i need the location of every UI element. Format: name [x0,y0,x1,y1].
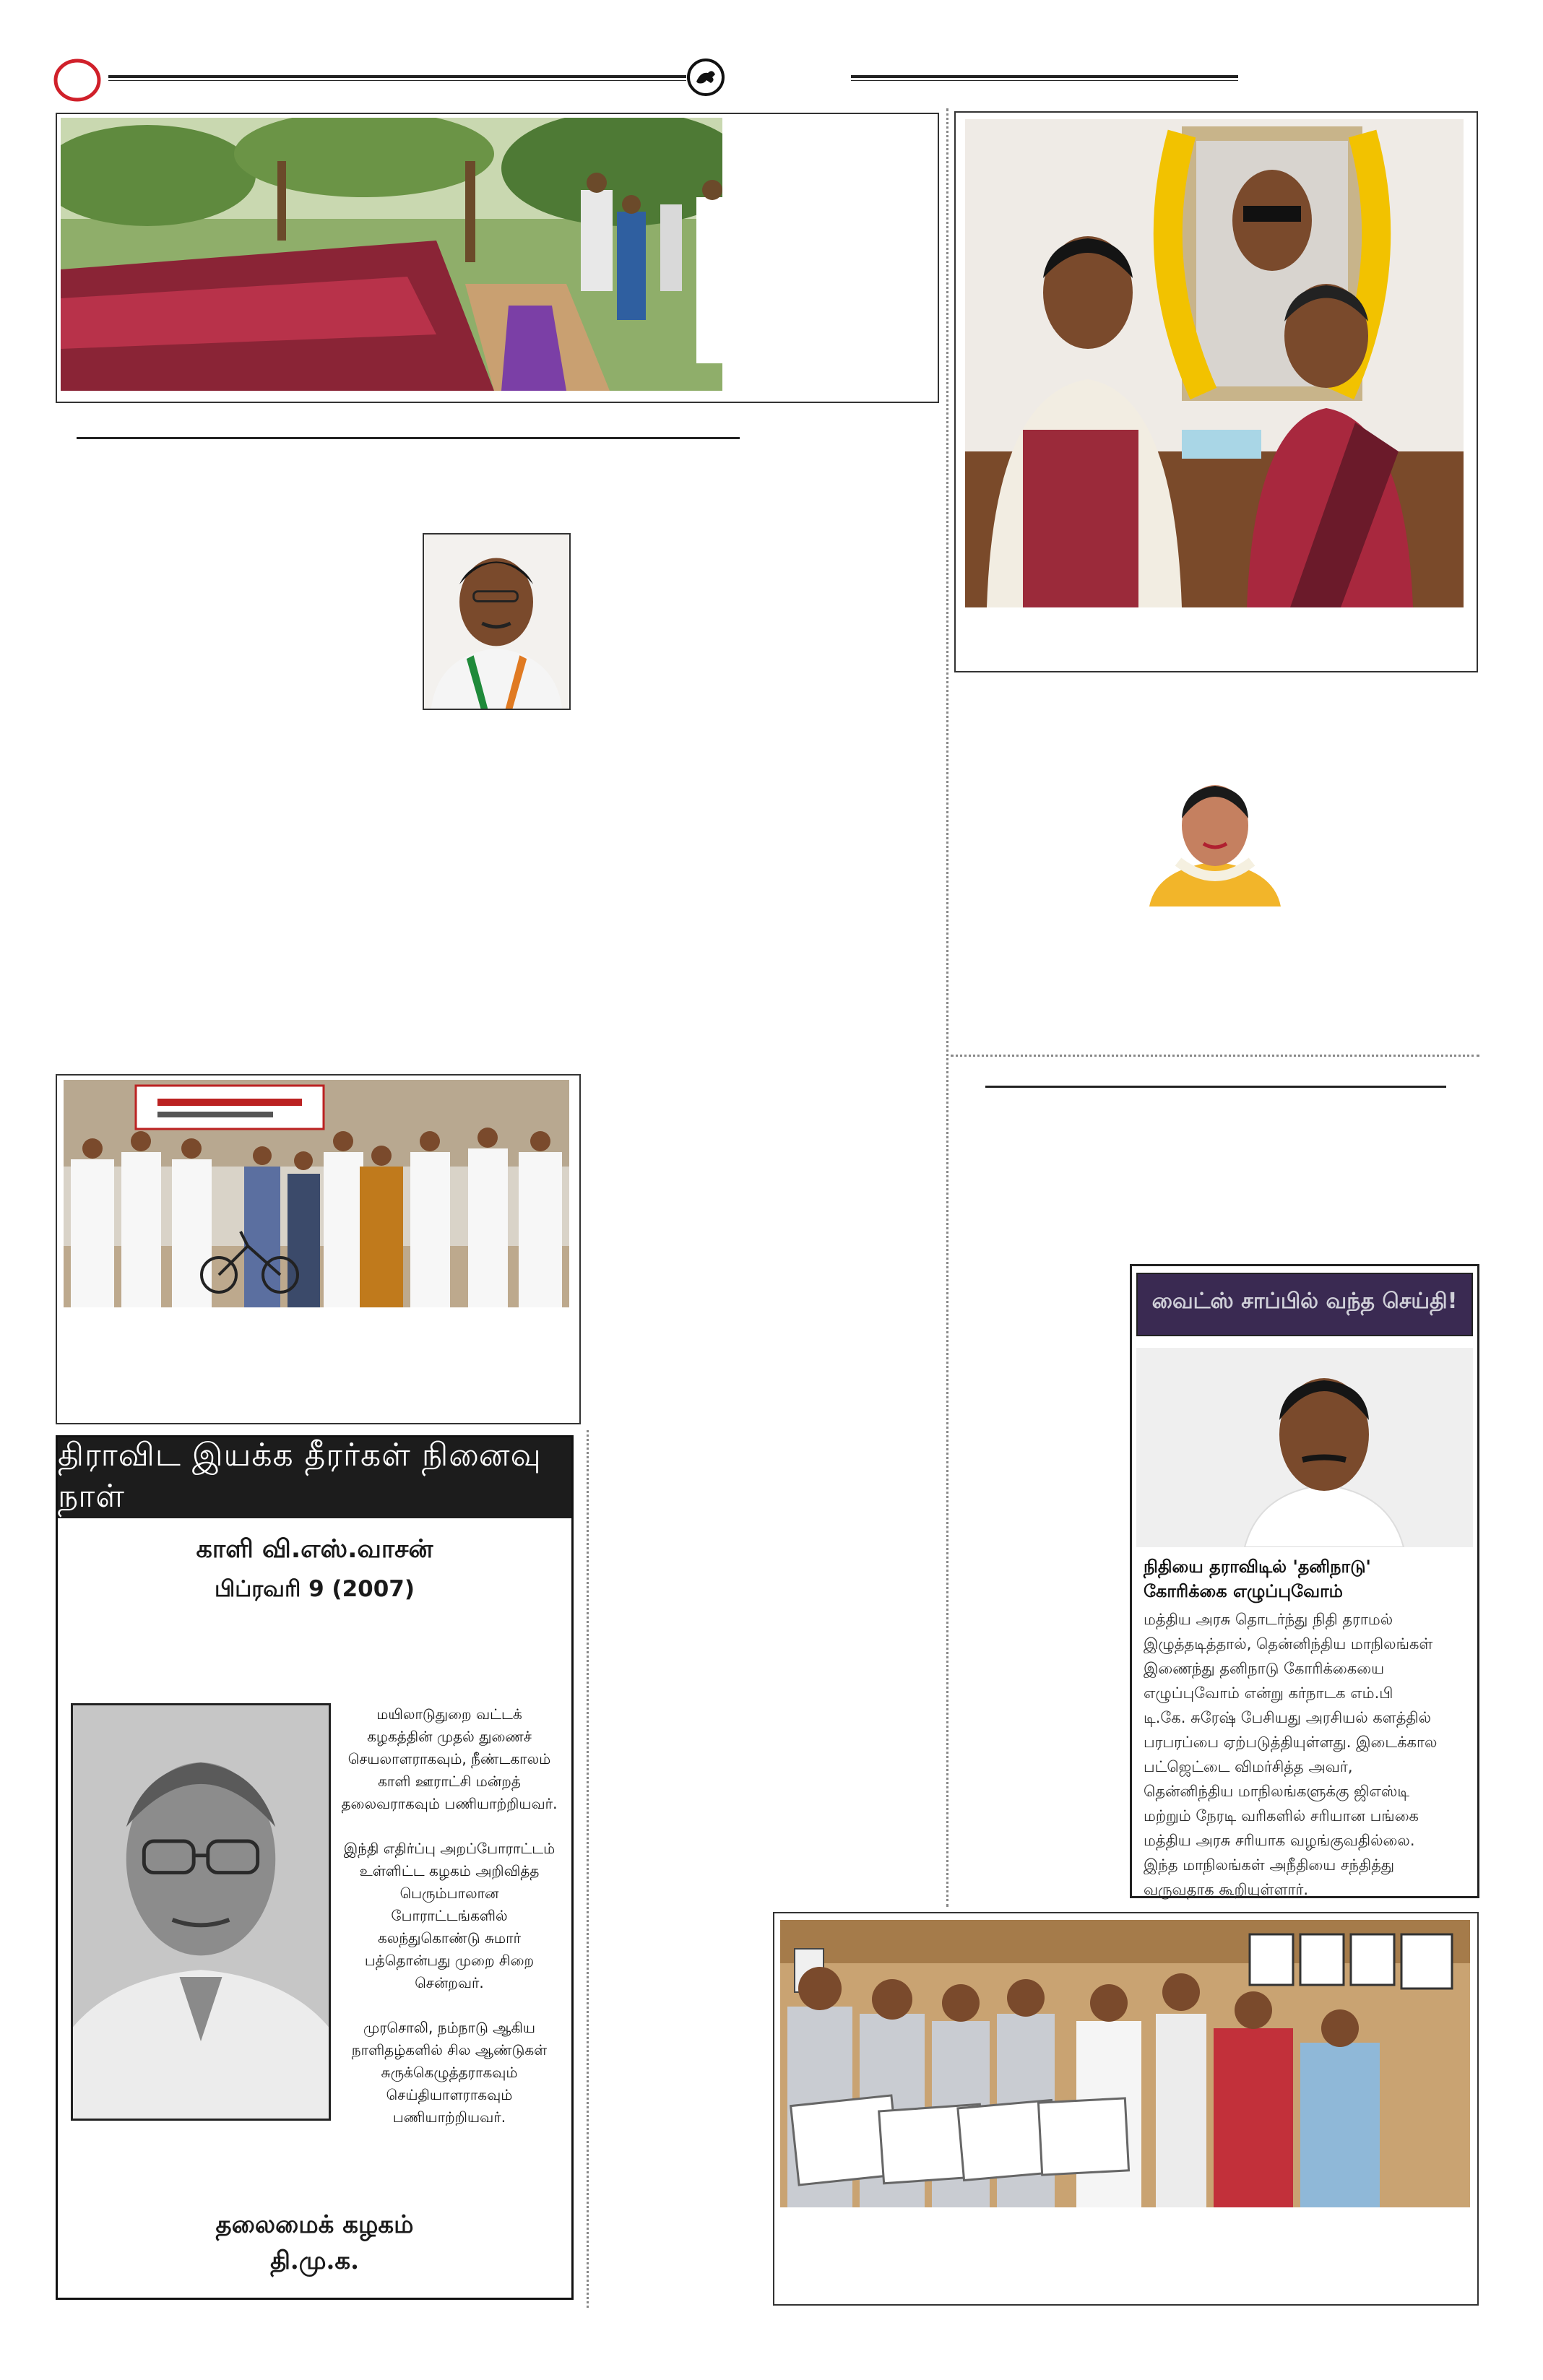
bio-line: உள்ளிட்ட கழகம் அறிவித்த [359,1862,540,1879]
news-body-line: இணைந்து தனிநாடு கோரிக்கையை [1144,1660,1385,1677]
bio-line: நாளிதழ்களில் சில ஆண்டுகள் [351,2041,548,2059]
bio-line: கலந்துகொண்டு சுமார் [377,1929,522,1947]
news-body-line: எழுப்புவோம் என்று கர்நாடக எம்.பி [1144,1684,1393,1702]
bio-line: பெரும்பாலான [399,1884,499,1902]
bio-line: செய்தியாளராகவும் [386,2086,513,2103]
bio-line: சென்றவர். [415,1974,484,1991]
bio-line: இந்தி எதிர்ப்பு அறப்போராட்டம் [343,1840,556,1857]
memorial-person-name: காளி வி.எஸ்.வாசன் [196,1535,433,1564]
news-body-line: பட்ஜெட்டை விமர்சித்த அவர், [1144,1758,1353,1775]
bio-line: போராட்டங்களில் [391,1907,508,1924]
masthead-logo-ring-icon [53,58,101,103]
news-body-line: தென்னிந்திய மாநிலங்களுக்கு ஜிஎஸ்டி [1144,1783,1410,1800]
news-box-headline [1144,1554,1469,1605]
bio-line: செயலாளராகவும், நீண்டகாலம் [347,1750,551,1767]
masthead-rule-left-thin [108,80,686,81]
news-body-line: மத்திய அரசு தொடர்ந்து நிதி தராமல் [1144,1611,1393,1628]
bio-line: காளி ஊராட்சி மன்றத் [378,1773,521,1790]
news-headline-line: நிதியை தராவிடில் 'தனிநாடு' [1144,1557,1371,1577]
news-body-line: டி.கே. சுரேஷ் பேசியது அரசியல் களத்தில் [1144,1709,1432,1726]
news-body-line: வருவதாக கூறியுள்ளார். [1144,1881,1309,1898]
rising-sun-emblem-icon [686,58,725,97]
masthead-rule-right [851,75,1238,78]
masthead-rule-right-thin [851,80,1238,81]
news-body-line: இந்த மாநிலங்கள் அநீதியை சந்தித்து [1144,1856,1395,1874]
news-body-line: பரபரப்பை ஏற்படுத்தியுள்ளது. இடைக்கால [1144,1734,1438,1751]
bio-line: சுருக்கெழுத்தராகவும் [381,2064,518,2081]
memorial-portrait-photo [71,1703,331,2121]
bio-line: மயிலாடுதுறை வட்டக் [376,1705,522,1723]
masthead-rule-left [108,75,686,78]
left-headline-rule [77,437,740,439]
news-body-line: இழுத்தடித்தால், தென்னிந்திய மாநிலங்கள் [1144,1635,1433,1653]
news-body-line: மற்றும் நேரடி வரிகளில் சரியான பங்கை [1144,1807,1419,1825]
memorial-header: திராவிட இயக்க தீரர்கள் நினைவு நாள் [58,1437,571,1518]
bio-line [334,1815,565,1838]
bio-line: கழகத்தின் முதல் துணைச் [367,1728,532,1745]
memorial-signature-line2: தி.மு.க. [270,2246,359,2275]
news-box-portrait-photo [1136,1348,1473,1547]
bio-line: பத்தொன்பது முறை சிறை [364,1952,535,1969]
news-box-body [1144,1607,1470,1896]
cycle-distribution-photo [64,1080,569,1307]
memorial-signature-line1: தலைமைக் கழகம் [215,2210,414,2239]
column-divider-memorial [587,1430,589,2308]
students-certificate-photo [780,1920,1470,2207]
memorial-date: பிப்ரவரி 9 (2007) [214,1576,415,1602]
politician-portrait-photo [423,533,571,710]
garden-photo [61,118,722,391]
news-box-banner-text: வைட்ஸ் சாப்பில் வந்த செய்தி! [1151,1289,1458,1314]
bio-line [334,1994,565,2017]
memorial-bio [334,1703,565,2126]
right-headline-rule [985,1086,1446,1088]
column-divider-right [946,108,948,1907]
news-body-line: மத்திய அரசு சரியாக வழங்குவதில்லை. [1144,1832,1415,1849]
bio-line: பணியாற்றியவர். [392,2108,506,2126]
handover-photo [965,119,1464,607]
section-divider-right [951,1055,1479,1057]
bio-line: முரசொலி, நம்நாடு ஆகிய [363,2019,535,2036]
woman-portrait-photo [1149,768,1281,906]
bio-line: தலைவராகவும் பணியாற்றியவர். [341,1795,558,1812]
news-headline-line: கோரிக்கை எழுப்புவோம் [1144,1581,1343,1601]
